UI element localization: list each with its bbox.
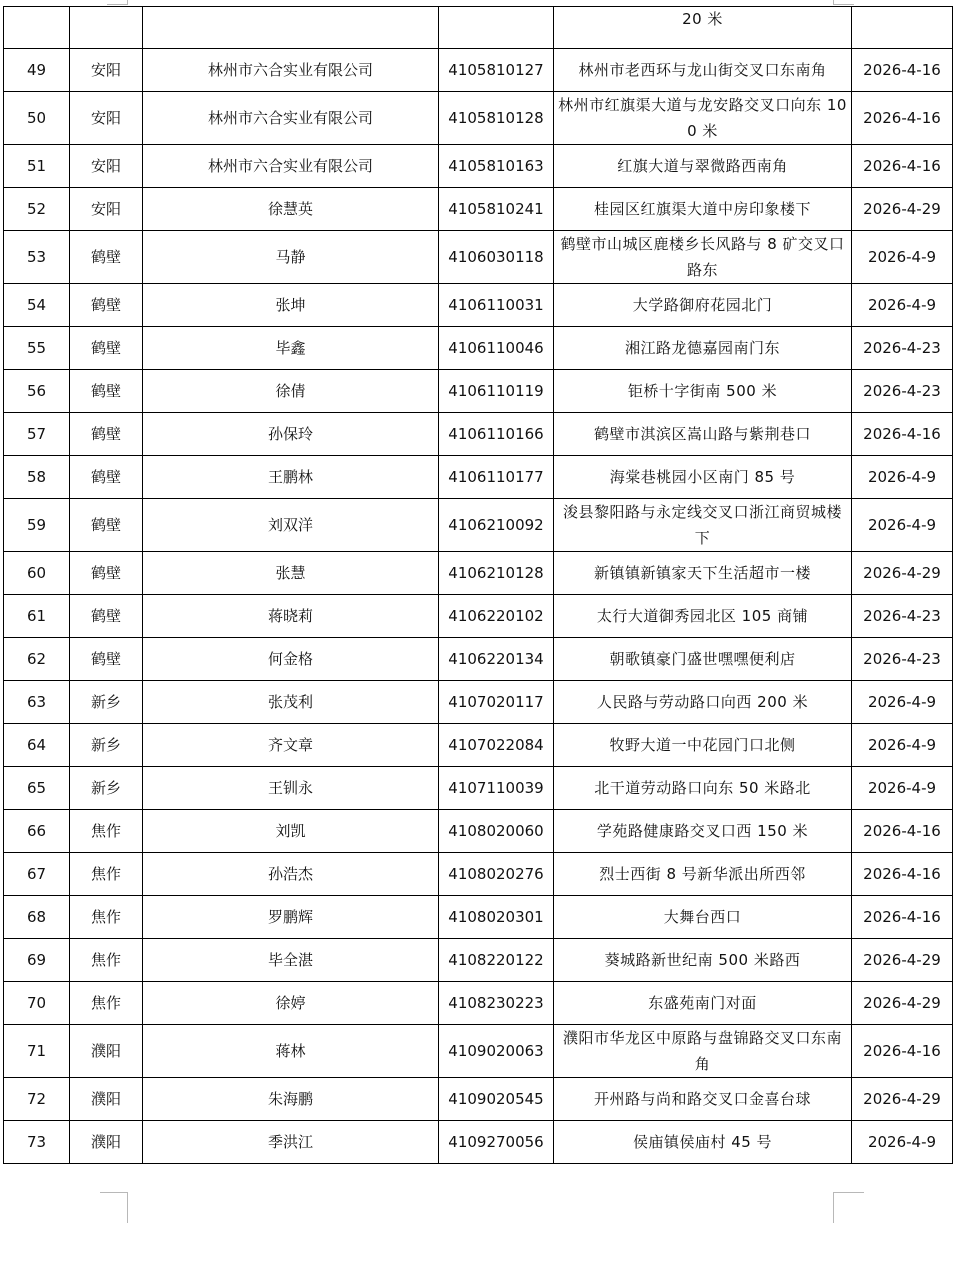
cell-name: 刘凯 [143,810,439,853]
cell-address: 北干道劳动路口向东 50 米路北 [554,767,852,810]
cell-date: 2026-4-16 [852,1025,953,1078]
table-row [4,188,953,231]
cell-code: 4106220134 [439,638,554,681]
outlet-table [3,6,953,1164]
cell-no: 55 [4,327,70,370]
cell-name: 张茂利 [143,681,439,724]
table-row [4,552,953,595]
cell-date: 2026-4-9 [852,724,953,767]
cell-code: 4106110119 [439,370,554,413]
cell-city: 鹤壁 [70,413,143,456]
cell-address: 牧野大道一中花园门口北侧 [554,724,852,767]
table-row [4,327,953,370]
cell-code: 4106210128 [439,552,554,595]
table-body [4,7,953,1164]
cell-date: 2026-4-29 [852,982,953,1025]
cell-city: 濮阳 [70,1025,143,1078]
table-row [4,810,953,853]
cell-date: 2026-4-23 [852,638,953,681]
cell-date: 2026-4-9 [852,284,953,327]
table-row [4,767,953,810]
cell-address: 学苑路健康路交叉口西 150 米 [554,810,852,853]
cell-name: 蒋晓莉 [143,595,439,638]
cell-date: 2026-4-16 [852,810,953,853]
cell-date: 2026-4-9 [852,681,953,724]
cell-no: 59 [4,499,70,552]
cell-name: 林州市六合实业有限公司 [143,145,439,188]
cell-date: 2026-4-23 [852,595,953,638]
table-row [4,681,953,724]
table-row [4,982,953,1025]
cell-no: 57 [4,413,70,456]
cell-code: 4106110177 [439,456,554,499]
cell-address: 侯庙镇侯庙村 45 号 [554,1121,852,1164]
cell-address: 20 米 [554,7,852,49]
cell-name: 张慧 [143,552,439,595]
cell-code: 4105810128 [439,92,554,145]
cell-city [70,7,143,49]
cell-no: 50 [4,92,70,145]
cell-name: 毕鑫 [143,327,439,370]
cell-date: 2026-4-9 [852,1121,953,1164]
cell-date: 2026-4-16 [852,145,953,188]
page-corner-mark-bottom-left [100,1192,128,1223]
cell-address: 湘江路龙德嘉园南门东 [554,327,852,370]
table-row [4,939,953,982]
cell-no: 72 [4,1078,70,1121]
cell-name: 张坤 [143,284,439,327]
cell-no: 71 [4,1025,70,1078]
cell-code: 4109270056 [439,1121,554,1164]
cell-name: 林州市六合实业有限公司 [143,49,439,92]
table-row [4,145,953,188]
cell-city: 濮阳 [70,1078,143,1121]
cell-code: 4105810163 [439,145,554,188]
cell-name: 徐婷 [143,982,439,1025]
cell-address: 太行大道御秀园北区 105 商铺 [554,595,852,638]
cell-name: 孙浩杰 [143,853,439,896]
cell-code: 4106110031 [439,284,554,327]
cell-date: 2026-4-9 [852,767,953,810]
cell-no: 53 [4,231,70,284]
cell-no: 69 [4,939,70,982]
cell-no: 52 [4,188,70,231]
cell-code: 4109020545 [439,1078,554,1121]
cell-code: 4106210092 [439,499,554,552]
cell-name: 何金格 [143,638,439,681]
cell-date: 2026-4-9 [852,456,953,499]
cell-code: 4108020276 [439,853,554,896]
cell-address: 林州市老西环与龙山街交叉口东南角 [554,49,852,92]
cell-name: 林州市六合实业有限公司 [143,92,439,145]
table-row [4,1121,953,1164]
table-row [4,595,953,638]
cell-date: 2026-4-16 [852,92,953,145]
cell-code: 4106110166 [439,413,554,456]
cell-city: 焦作 [70,939,143,982]
cell-date: 2026-4-16 [852,896,953,939]
cell-city: 鹤壁 [70,284,143,327]
page-corner-mark-bottom-right [833,1192,864,1223]
cell-address: 桂园区红旗渠大道中房印象楼下 [554,188,852,231]
cell-city: 安阳 [70,49,143,92]
cell-code: 4106110046 [439,327,554,370]
cell-address: 林州市红旗渠大道与龙安路交叉口向东 100 米 [554,92,852,145]
cell-date: 2026-4-29 [852,939,953,982]
table-row [4,724,953,767]
cell-name: 毕全湛 [143,939,439,982]
cell-address: 濮阳市华龙区中原路与盘锦路交叉口东南角 [554,1025,852,1078]
cell-address: 红旗大道与翠微路西南角 [554,145,852,188]
cell-date [852,7,953,49]
cell-city: 鹤壁 [70,638,143,681]
cell-city: 新乡 [70,681,143,724]
cell-code: 4108220122 [439,939,554,982]
cell-address: 开州路与尚和路交叉口金喜台球 [554,1078,852,1121]
table-row [4,284,953,327]
table-row [4,370,953,413]
cell-code: 4107020117 [439,681,554,724]
cell-address: 浚县黎阳路与永定线交叉口浙江商贸城楼下 [554,499,852,552]
cell-date: 2026-4-16 [852,853,953,896]
cell-city: 鹤壁 [70,499,143,552]
table-row [4,456,953,499]
cell-address: 新镇镇新镇家天下生活超市一楼 [554,552,852,595]
cell-city: 焦作 [70,853,143,896]
cell-code: 4108020060 [439,810,554,853]
cell-city: 鹤壁 [70,595,143,638]
page-corner-mark-top-left [107,0,128,5]
cell-address: 葵城路新世纪南 500 米路西 [554,939,852,982]
cell-city: 焦作 [70,982,143,1025]
cell-name: 刘双洋 [143,499,439,552]
cell-no: 61 [4,595,70,638]
cell-no: 60 [4,552,70,595]
cell-name [143,7,439,49]
cell-city: 鹤壁 [70,231,143,284]
cell-name: 徐慧英 [143,188,439,231]
cell-no: 67 [4,853,70,896]
cell-date: 2026-4-16 [852,49,953,92]
table-row [4,231,953,284]
cell-name: 齐文章 [143,724,439,767]
cell-no: 66 [4,810,70,853]
cell-date: 2026-4-29 [852,552,953,595]
cell-name: 罗鹏辉 [143,896,439,939]
cell-no: 73 [4,1121,70,1164]
cell-name: 蒋林 [143,1025,439,1078]
cell-code [439,7,554,49]
cell-city: 焦作 [70,810,143,853]
table-row [4,499,953,552]
cell-code: 4108020301 [439,896,554,939]
cell-address: 东盛苑南门对面 [554,982,852,1025]
table-row [4,896,953,939]
cell-no: 49 [4,49,70,92]
cell-code: 4106030118 [439,231,554,284]
cell-no: 56 [4,370,70,413]
cell-name: 王鹏林 [143,456,439,499]
cell-city: 新乡 [70,767,143,810]
cell-date: 2026-4-23 [852,370,953,413]
table-row [4,638,953,681]
table-row [4,49,953,92]
cell-city: 鹤壁 [70,456,143,499]
cell-code: 4109020063 [439,1025,554,1078]
cell-address: 鹤壁市山城区鹿楼乡长风路与 8 矿交叉口路东 [554,231,852,284]
cell-name: 徐倩 [143,370,439,413]
cell-no: 65 [4,767,70,810]
cell-code: 4107110039 [439,767,554,810]
cell-address: 钜桥十字街南 500 米 [554,370,852,413]
cell-date: 2026-4-29 [852,188,953,231]
cell-no: 63 [4,681,70,724]
cell-code: 4107022084 [439,724,554,767]
cell-address: 鹤壁市淇滨区嵩山路与紫荆巷口 [554,413,852,456]
cell-no: 62 [4,638,70,681]
cell-address: 烈士西街 8 号新华派出所西邻 [554,853,852,896]
page-corner-mark-top-right [833,0,854,5]
cell-date: 2026-4-16 [852,413,953,456]
cell-code: 4108230223 [439,982,554,1025]
cell-no: 58 [4,456,70,499]
cell-name: 王钏永 [143,767,439,810]
cell-city: 濮阳 [70,1121,143,1164]
cell-code: 4106220102 [439,595,554,638]
cell-city: 鹤壁 [70,552,143,595]
cell-city: 安阳 [70,145,143,188]
table-row [4,413,953,456]
cell-date: 2026-4-9 [852,499,953,552]
cell-no: 64 [4,724,70,767]
cell-city: 安阳 [70,92,143,145]
cell-code: 4105810241 [439,188,554,231]
cell-date: 2026-4-29 [852,1078,953,1121]
table-row [4,1025,953,1078]
cell-date: 2026-4-9 [852,231,953,284]
cell-city: 鹤壁 [70,370,143,413]
cell-city: 鹤壁 [70,327,143,370]
cell-city: 安阳 [70,188,143,231]
cell-no: 54 [4,284,70,327]
cell-no: 70 [4,982,70,1025]
cell-name: 季洪江 [143,1121,439,1164]
cell-name: 孙保玲 [143,413,439,456]
cell-address: 人民路与劳动路口向西 200 米 [554,681,852,724]
table-row [4,92,953,145]
cell-address: 海棠巷桃园小区南门 85 号 [554,456,852,499]
cell-no [4,7,70,49]
cell-no: 51 [4,145,70,188]
cell-city: 焦作 [70,896,143,939]
cell-address: 大舞台西口 [554,896,852,939]
table-row-continued [4,7,953,49]
cell-address: 朝歌镇豪门盛世嘿嘿便利店 [554,638,852,681]
cell-address: 大学路御府花园北门 [554,284,852,327]
cell-code: 4105810127 [439,49,554,92]
table-row [4,1078,953,1121]
cell-city: 新乡 [70,724,143,767]
cell-name: 朱海鹏 [143,1078,439,1121]
cell-name: 马静 [143,231,439,284]
table-row [4,853,953,896]
cell-no: 68 [4,896,70,939]
cell-date: 2026-4-23 [852,327,953,370]
